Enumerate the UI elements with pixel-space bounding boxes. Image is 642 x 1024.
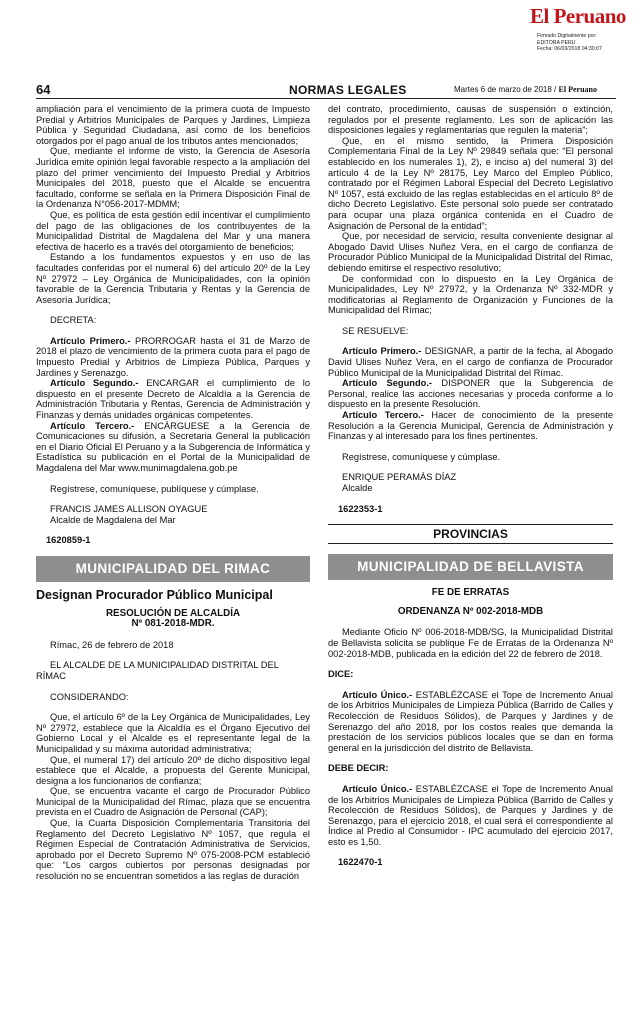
article-text: ENCÁRGUESE a la Gerencia de Comunicaciones su difusión, a Secretaria General la publicación en el Diario Oficial El Peruano y a la Subgerencia de Informática y Estadística su publicación en el Portal de la Municipalidad de Magdalena del Mar www.munimagdalena.gob.pe	[36, 420, 310, 473]
article-text: Hacer de conocimiento de la presente Resolución a la Gerencia Municipal, Gerencia de Administración y Finanzas y al interesado para los fines pertinentes.	[328, 410, 613, 442]
signature-line: EDITORA PERU	[537, 39, 576, 46]
paragraph: ampliación para el vencimiento de la primera cuota de Impuesto Predial y Arbitrios Municipales de Parques y Jardines, Limpieza Pública y Seguridad Ciudadana, así como de los beneficios otorgados por el pago anual de los tributos antes mencionados;	[36, 104, 310, 146]
signature-line: Firmado Digitalmente por:	[537, 33, 597, 39]
paragraph: del contrato, procedimiento, causas de suspensión o extinción, regulados por el presente reglamento. Les son de aplicación las disposiciones legales y reglamentarias que regulen la materia”;	[328, 104, 613, 136]
article-text: PRORROGAR hasta el 31 de Marzo de 2018 el plazo de vencimiento de la primera cuota para el pago de Impuesto Predial y Arbitrios de Limpieza Pública, Parques y Jardines y Serenazgo.	[36, 335, 310, 378]
signer-title: Alcalde de Magdalena del Mar	[50, 514, 176, 525]
publication-code: 1620859-1	[46, 535, 91, 546]
paragraph: Que, por necesidad de servicio, resulta conveniente designar al Abogado David Ulises Nuñez Vera, en el cargo de confianza de Procurador Público Municipal de la Municipalidad Distrital del Rimac, debiendo emitirse el respectivo resolutivo;	[328, 231, 613, 273]
left-column	[36, 104, 310, 882]
article-text: ESTABLÉZCASE el Tope de Incremento Anual de los Arbitrios Municipales de Limpieza Pública (Barrido de Calles y Recolección de Residuos Sólidos), de Parques y Jardines y de Serenazgo, para el ejercicio 2018, el cual será el correspondiente al Índice al Predio al Consumidor - IPC acumulado del ejercicio 2017, esto es 1,50.	[328, 783, 613, 847]
article	[328, 784, 613, 848]
authority: EL ALCALDE DE LA MUNICIPALIDAD DISTRITAL DEL RÍMAC	[36, 660, 279, 681]
page-header	[36, 82, 616, 99]
signature-line: Fecha: 06/03/2018 04:30:07	[537, 46, 602, 53]
article-text: ENCARGAR el cumplimiento de lo dispuesto en el presente Decreto de Alcaldía a la Gerencia de Administración Tributaria y Rentas, Gerencia de Administración y Finanzas y demás unidades orgánicas competentes.	[36, 378, 311, 421]
section-title: NORMAS LEGALES	[289, 83, 407, 97]
article-title: Designan Procurador Público Municipal	[36, 587, 273, 602]
issue-date	[454, 85, 597, 94]
decreta-heading: DECRETA:	[50, 315, 97, 326]
article	[328, 410, 613, 442]
date-text: Martes 6 de marzo de 2018 /	[454, 85, 557, 94]
ordinance-number: ORDENANZA Nº 002-2018-MDB	[397, 605, 544, 617]
dice-heading: DICE:	[328, 669, 354, 680]
article	[328, 378, 613, 410]
paragraph: Que, es política de esta gestión edil incentivar el cumplimiento del pago de las obligaciones de los contribuyentes de la Municipalidad Distrital de Magdalena del Mar y una manera efectiva de hacerlo es a través del otorgamiento de beneficios;	[36, 209, 310, 252]
article	[36, 336, 310, 378]
resolution-heading: RESOLUCIÓN DE ALCALDÍA	[105, 607, 241, 619]
resolution-number: Nº 081-2018-MDR.	[131, 618, 215, 630]
brand-name: El Peruano	[558, 85, 597, 94]
paragraph: Estando a los fundamentos expuestos y en uso de las facultades conferidas por el numeral 6) del artículo 20º de la Ley Nº 27972 – Ley Orgánica de Municipalidades, con la opinión favorable de la Gerencia Tributaria y Rentas y la Gerencia de Asesoría Jurídica;	[36, 252, 310, 305]
article-label: Artículo Primero.-	[50, 335, 131, 346]
article	[328, 690, 613, 754]
signer-name: ENRIQUE PERAMÁS DÍAZ	[342, 472, 457, 483]
paragraph: Que, la Cuarta Disposición Complementaria Transitoria del Reglamento del Decreto Legislativo Nº 1057, que regula el Régimen Especial de Contratación Administrativa de Servicios, aprobado por el Decreto Supremo Nº 075-2008-PCM estableció que: “Los cargos cubiertos por personas designadas por resolución no se encuentran sometidos a las reglas de duración	[36, 818, 310, 882]
article-label: Artículo Primero.-	[342, 346, 422, 357]
digital-signature	[537, 33, 642, 53]
article-text: DESIGNAR, a partir de la fecha, al Abogado David Ulises Nuñez Vera, en el cargo de confianza de Procurador Público Municipal de la Municipalidad Distrital del Rímac.	[328, 346, 613, 378]
article-label: Artículo Tercero.-	[342, 410, 424, 421]
considerando-heading: CONSIDERANDO:	[50, 691, 129, 702]
logo-text: El Peruano	[530, 4, 626, 28]
article-label: Artículo Segundo.-	[342, 378, 432, 389]
place-date: Rímac, 26 de febrero de 2018	[50, 639, 174, 650]
article-text: ESTABLÉZCASE el Tope de Incremento Anual de los Arbitrios Municipales de Limpieza Pública (Barrido de Calles y Recolección de Residuos Sólidos), de Parques y Jardines y de Serenazgo del año 2018, por los costos reales que demanda la prestación de los servicios públicos locales que se dan en forma general en la jurisdicción del distrito de Bellavista.	[328, 689, 613, 753]
paragraph: Que, en el mismo sentido, la Primera Disposición Complementaria Final de la Ley Nº 29849 señala que: “El personal establecido en los numerales 1), 2), e inciso a) del numeral 3) del artículo 4 de la Ley Nº 28175, Ley Marco del Empleo Público, contratado por el Régimen Laboral Especial del Decreto Legislativo Nº 1057, está excluido de las reglas establecidas en el artículo 8º de dicho Decreto Legislativo. Este personal solo puede ser contratado para ocupar una plaza orgánica contenida en el Cuadro de Asignación de Personal de la entidad”;	[328, 135, 613, 231]
article	[36, 378, 310, 420]
el-peruano-logo	[530, 4, 638, 36]
paragraph: Que, el numeral 17) del artículo 20º de dicho dispositivo legal establece que el Alcalde, a propuesta del Gerente Municipal, designa a los funcionarios de confianza;	[36, 754, 310, 786]
article-label: Artículo Tercero.-	[50, 420, 135, 431]
article-text: DISPONER que la Subgerencia de Personal, realice las acciones necesarias y proceda conforme a lo dispuesto en la presente Resolución.	[328, 378, 613, 410]
paragraph: Que, mediante el informe de visto, la Gerencia de Asesoría Jurídica emite opinión legal favorable respecto a la ampliación del plazo del primer vencimiento del Impuesto Predial y Arbitrios Municipales del 2018, puesto que el Alcalde se encuentra facultado, conforme se señala en la Primera Disposición Final de la Ordenanza N°056-2017-MDMM;	[36, 146, 310, 210]
section-band: MUNICIPALIDAD DE BELLAVISTA	[328, 554, 613, 580]
paragraph: De conformidad con lo dispuesto en la Ley Orgánica de Municipalidades, Ley Nº 27972, y la Ordenanza Nº 332-MDR y modificatorias al Reglamento de Organización y Funciones de la Municipalidad del Rímac;	[328, 273, 613, 316]
resuelve-heading: SE RESUELVE:	[342, 325, 409, 336]
closing-formula: Regístrese, comuníquese, publíquese y cúmplase.	[50, 483, 259, 494]
section-band: MUNICIPALIDAD DEL RIMAC	[36, 556, 310, 582]
article	[328, 346, 613, 378]
paragraph: Mediante Oficio Nº 006-2018-MDB/SG, la Municipalidad Distrital de Bellavista solicita se publique Fe de Erratas de la Ordenanza Nº 002-2018-MDB, publicada en la edición del 22 de febrero de 2018.	[328, 627, 613, 659]
right-column	[328, 104, 613, 868]
signer-name: FRANCIS JAMES ALLISON OYAGUE	[50, 504, 208, 515]
article	[36, 421, 310, 474]
closing-formula: Regístrese, comuníquese y cúmplase.	[342, 451, 501, 462]
page-number: 64	[36, 82, 51, 97]
publication-code: 1622353-1	[338, 503, 383, 514]
article-label: Artículo Segundo.-	[50, 378, 139, 389]
publication-code: 1622470-1	[338, 857, 383, 868]
paragraph: Que, se encuentra vacante el cargo de Procurador Público Municipal de la Municipalidad del Rímac, plaza que se encuentra prevista en el Cuadro de Asignación de Personal (CAP);	[36, 786, 310, 818]
article-label: Artículo Único.-	[342, 783, 413, 794]
provincias-header: PROVINCIAS	[328, 524, 613, 544]
debe-decir-heading: DEBE DECIR:	[328, 763, 389, 774]
paragraph: Que, el artículo 6º de la Ley Orgánica de Municipalidades, Ley Nº 27972, establece que la Alcaldía es el Órgano Ejecutivo del Gobierno Local y el Alcalde es el representante legal de la Municipalidad y su máxima autoridad administrativa;	[36, 712, 310, 754]
errata-title: FE DE ERRATAS	[431, 587, 510, 599]
article-label: Artículo Único.-	[342, 689, 413, 700]
signer-title: Alcalde	[342, 483, 373, 493]
